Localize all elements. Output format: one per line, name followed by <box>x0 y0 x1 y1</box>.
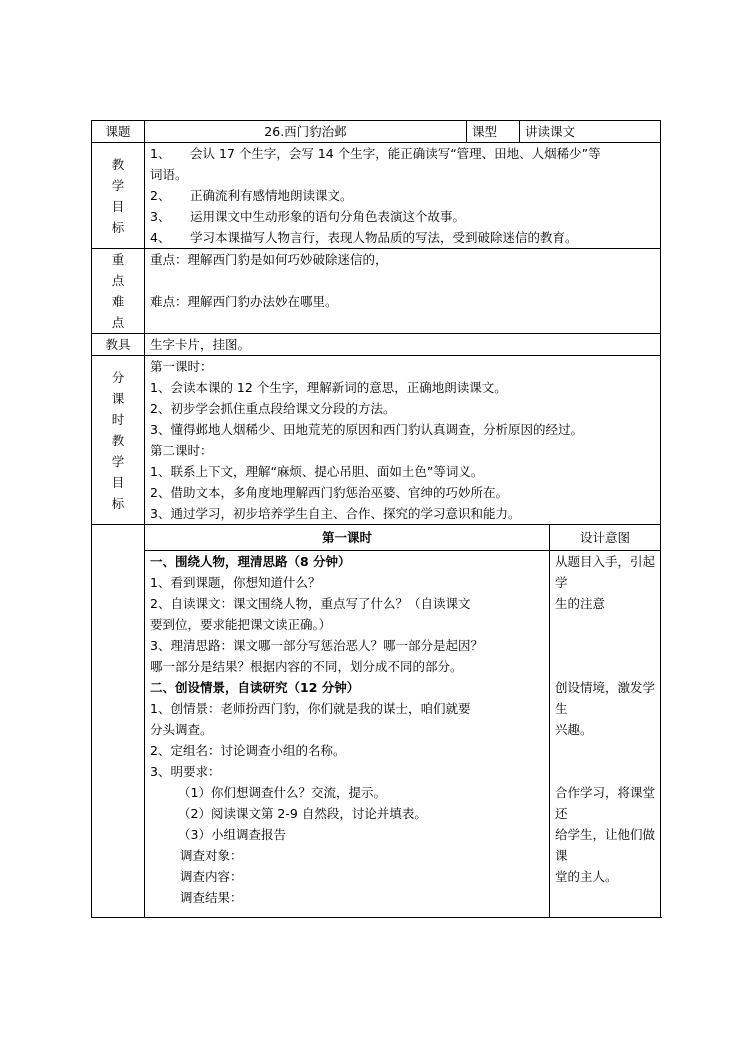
keypoints-label-char: 点 <box>111 315 125 330</box>
header-row <box>92 121 661 143</box>
type-value: 讲读课文 <box>520 121 661 143</box>
design-note-line: 从题目入手，引起学 <box>555 554 656 590</box>
process-content <box>145 551 550 918</box>
process-title-row <box>92 525 661 551</box>
period-goals-content <box>145 356 661 525</box>
survey-field: 调查对象： <box>180 848 243 863</box>
keypoints-label-char: 重 <box>111 252 125 267</box>
design-note-line: 生的注意 <box>555 596 606 611</box>
design-notes <box>550 551 661 918</box>
process-title: 第一课时 <box>145 525 550 551</box>
period-label-char: 时 <box>111 411 125 427</box>
keypoints-label <box>92 249 145 334</box>
keypoints-label-char: 难 <box>111 294 125 309</box>
period-label-char: 课 <box>111 390 125 406</box>
period-label-char: 标 <box>111 495 125 511</box>
period-label-char: 教 <box>111 432 125 448</box>
period-goals-label <box>92 356 145 525</box>
period-goal-line: 2、初步学会抓住重点段给课文分段的方法。 <box>150 401 396 416</box>
period-goal-line: 第二课时： <box>150 443 213 458</box>
design-note-line: 创设情境，激发学生 <box>555 680 656 716</box>
goals-label-char: 目 <box>111 198 125 214</box>
tools-content: 生字卡片，挂图。 <box>145 334 661 356</box>
period-goals-row <box>92 356 661 525</box>
period-goal-line: 3、懂得邺地人烟稀少、田地荒芜的原因和西门豹认真调查，分析原因的经过。 <box>150 422 583 437</box>
goal-item: 3、 运用课文中生动形象的语句分角色表演这个故事。 <box>150 209 466 224</box>
design-note-line: 给学生，让他们做课 <box>555 827 656 863</box>
period-goal-line: 1、会读本课的 12 个生字，理解新词的意思，正确地朗读课文。 <box>150 380 507 395</box>
survey-field: 调查结果： <box>180 890 243 905</box>
tools-label: 教具 <box>92 334 145 356</box>
type-label: 课型 <box>467 121 520 143</box>
process-label-cell <box>92 525 145 918</box>
period-goal-line: 1、联系上下文，理解“麻烦、提心吊胆、面如土色”等词义。 <box>150 464 484 479</box>
design-note-line: 兴趣。 <box>555 722 593 737</box>
section2-line: 1、创情景：老师扮西门豹，你们就是我的谋士，咱们就要 <box>150 701 471 716</box>
lesson-plan-table <box>91 120 661 918</box>
tools-row <box>92 334 661 356</box>
section2-line: 3、明要求： <box>150 764 221 779</box>
goals-label-char: 标 <box>111 219 125 235</box>
period-label-char: 学 <box>111 453 125 469</box>
requirement-item: （2）阅读课文第 2-9 自然段，讨论并填表。 <box>178 806 427 821</box>
survey-field: 调查内容： <box>180 869 243 884</box>
requirement-item: （3）小组调查报告 <box>178 827 286 842</box>
focus-text: 重点：理解西门豹是如何巧妙破除迷信的， <box>150 252 388 267</box>
design-title: 设计意图 <box>550 525 661 551</box>
keypoints-label-char: 点 <box>111 273 125 288</box>
period-goal-line: 第一课时： <box>150 359 213 374</box>
section2-line: 2、定组名：讨论调查小组的名称。 <box>150 743 346 758</box>
section2-line: 分头调查。 <box>150 722 213 737</box>
goal-item: 4、 学习本课描写人物言行，表现人物品质的写法，受到破除迷信的教育。 <box>150 230 578 245</box>
keypoints-row <box>92 249 661 334</box>
goals-content <box>145 143 661 249</box>
section1-line: 1、看到课题，你想知道什么？ <box>150 575 321 590</box>
difficulty-text: 难点：理解西门豹办法妙在哪里。 <box>150 294 338 309</box>
period-goal-line: 3、通过学习，初步培养学生自主、合作、探究的学习意识和能力。 <box>150 506 521 521</box>
goal-item: 1、 会认 17 个生字，会写 14 个生字，能正确读写“管理、田地、人烟稀少”等 <box>150 146 601 161</box>
keypoints-content <box>145 249 661 334</box>
topic-label: 课题 <box>92 121 145 143</box>
section1-line: 2、自读课文：课文围绕人物，重点写了什么？（自读课文 <box>150 596 471 611</box>
goals-row <box>92 143 661 249</box>
section2-heading: 二、创设情景，自读研究（12 分钟） <box>150 680 360 695</box>
period-label-char: 分 <box>111 369 125 385</box>
process-body-row <box>92 551 661 918</box>
period-label-char: 目 <box>111 474 125 490</box>
requirement-item: （1）你们想调查什么？交流，提示。 <box>178 785 386 800</box>
goals-label-char: 学 <box>111 177 125 193</box>
design-note-line: 合作学习，将课堂还 <box>555 785 656 821</box>
goal-item: 2、 正确流利有感情地朗读课文。 <box>150 188 353 203</box>
goal-item-cont: 词语。 <box>150 167 188 182</box>
goals-label-char: 教 <box>111 156 125 172</box>
section1-line: 哪一部分是结果？根据内容的不同，划分成不同的部分。 <box>150 659 463 674</box>
section1-heading: 一、围绕人物，理清思路（8 分钟） <box>150 554 351 569</box>
section1-line: 3、理清思路：课文哪一部分写惩治恶人？哪一部分是起因？ <box>150 638 483 653</box>
design-note-line: 堂的主人。 <box>555 869 618 884</box>
period-goal-line: 2、借助文本，多角度地理解西门豹惩治巫婆、官绅的巧妙所在。 <box>150 485 508 500</box>
section1-line: 要到位，要求能把课文读正确。） <box>150 617 332 632</box>
topic-title: 26.西门豹治邺 <box>145 121 467 143</box>
goals-label <box>92 143 145 249</box>
